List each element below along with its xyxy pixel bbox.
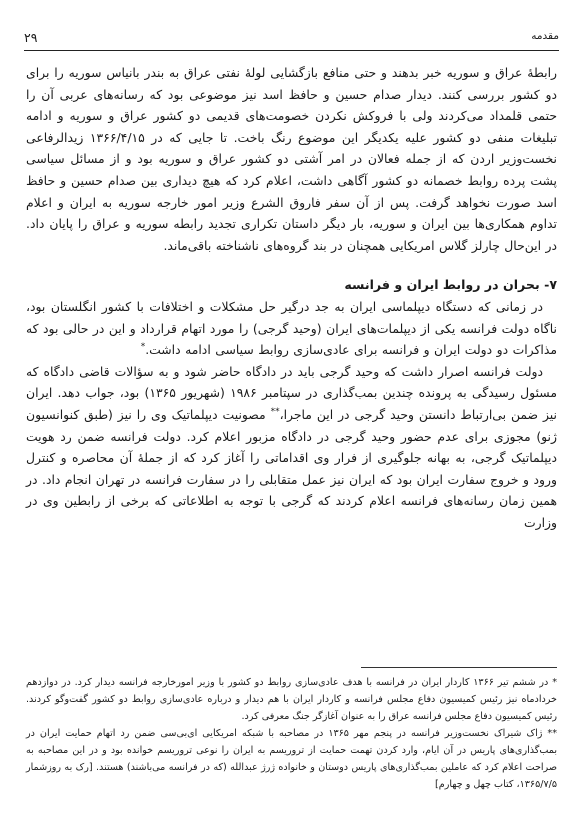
footnote-rule [361, 667, 557, 668]
footnote-mark-1: * [140, 342, 146, 352]
main-text [26, 62, 557, 533]
page-header [24, 30, 559, 50]
section-paragraph-2-text-a: دولت فرانسه اصرار داشت که وحید گرجی باید در دادگاه حاضر شود و به سؤالات قاضی دادگاه که مسئول رسیدگی به پرونده چندین بمب‌گذاری در سپتامبر ۱۹۸۶ (شهریور ۱۳۶۵) بود، جواب دهد. ایران نیز ضمن بی‌ارتباط دانستن وحید گرجی در این ماجرا، [26, 363, 557, 422]
section-paragraph-2 [26, 361, 557, 534]
paragraph-continued: رابطهٔ عراق و سوریه خبر بدهند و حتی منافع بازگشایی لولهٔ نفتی عراق به بندر بانیاس سوریه را برای دو کشور بررسی کنند. دیدار صدام حسین و حافظ اسد نیز موضوعی بود که رسانه‌های عربی آن را حتمی قلمداد می‌کردند ولی با فروکش نکردن خصومت‌های قدیمی دو کشور عراق و سوریه و ادامه تبلیغات منفی دو کشور علیه یکدیگر این موضوع رنگ باخت. تا جایی که در ۱۳۶۶/۴/۱۵ زیدالرفاعی نخست‌وزیر اردن که از جمله فعالان در امر آشتی دو کشور عراق و سوریه بود و از مسائل سیاسی پشت پرده روابط خصمانه دو کشور آگاهی داشت، اعلام کرد که هیچ دیداری بین صدام حسین و حافظ اسد صورت نخواهد گرفت. پس از آن سفر فاروق الشرع وزیر امور خارجه سوریه به ایران و اعلام تداوم همکاری‌ها بین ایران و سوریه، بار دیگر داستان تکراری تجدید رابطه سوریه و عراق را پایان داد. در این‌حال چارلز گلاس امریکایی همچنان در بند گروه‌های ناشناخته باقی‌ماند. [26, 65, 557, 253]
footnote-1: * در ششم تیر ۱۳۶۶ کاردار ایران در فرانسه با هدف عادی‌سازی روابط دو کشور با وزیر امورخارجه فرانسه دیدار کرد. در دوازدهم خردادماه نیز رئیس کمیسیون دفاع مجلس فرانسه و کاردار ایران با هم دیدار و درباره عادی‌سازی روابط دو کشور گفت‌وگو کردند. رئیس کمیسیون دفاع مجلس فرانسه عراق را به عنوان آغازگر جنگ معرفی کرد. [26, 677, 557, 722]
header-rule [24, 50, 559, 51]
section-heading: ۷- بحران در روابط ایران و فرانسه [344, 277, 557, 293]
section-paragraph-1 [26, 296, 557, 361]
footnote-mark-2: ** [270, 406, 280, 417]
footnote-2: ** ژاک شیراک نخست‌وزیر فرانسه در پنجم مهر ۱۳۶۵ در مصاحبه با شبکه امریکایی ای‌بی‌سی ضمن رد اتهام حمایت ایران در بمب‌گذاری‌های پاریس در آن ایام، وارد کردن تهمت حمایت از تروریسم به ایران را نوعی تروریسم خوانده بود و در این مصاحبه به صراحت اعلام کرد که عاملین بمب‌گذاری‌های پاریس دوستان و خانواده ژرژ عبدالله (که در فرانسه می‌باشند) هستند. [رک به روزشمار ۱۳۶۵/۷/۵، کتاب چهل و چهارم] [26, 728, 558, 790]
section-paragraph-1-text: در زمانی که دستگاه دیپلماسی ایران به جد درگیر حل مشکلات و اختلافات با کشور انگلستان بود، ناگاه دولت فرانسه یکی از دیپلمات‌های ایران (وحید گرجی) را مورد اتهام قرارداد و این در حالی بود که مذاکرات دو دولت ایران و فرانسه برای عادی‌سازی روابط سیاسی ادامه داشت. [26, 298, 557, 358]
running-title: مقدمه [531, 30, 559, 42]
page-number: ۲۹ [24, 30, 38, 45]
footnotes [26, 674, 557, 793]
section-paragraph-2-text-b: مصونیت دیپلماتیک وی را نیز (طبق کنوانسیون ژنو) مجوزی برای عدم حضور وحید گرجی در دادگاه مزبور اعلام کرد. دولت فرانسه ضمن رد هویت دیپلماتیک گرجی، به بهانه جلوگیری از فرار وی اقداماتی را آغاز کرد که از جملهٔ آن محاصره و کنترل ورود و خروج سفارت ایران بود که ایران نیز عمل متقابلی را در سفارت فرانسه در تهران انجام داد. در همین زمان رسانه‌های فرانسه اعلام کردند که گرجی با توجه به اطلاعاتی که برخی از رابطین وی در وزارت [26, 406, 557, 530]
